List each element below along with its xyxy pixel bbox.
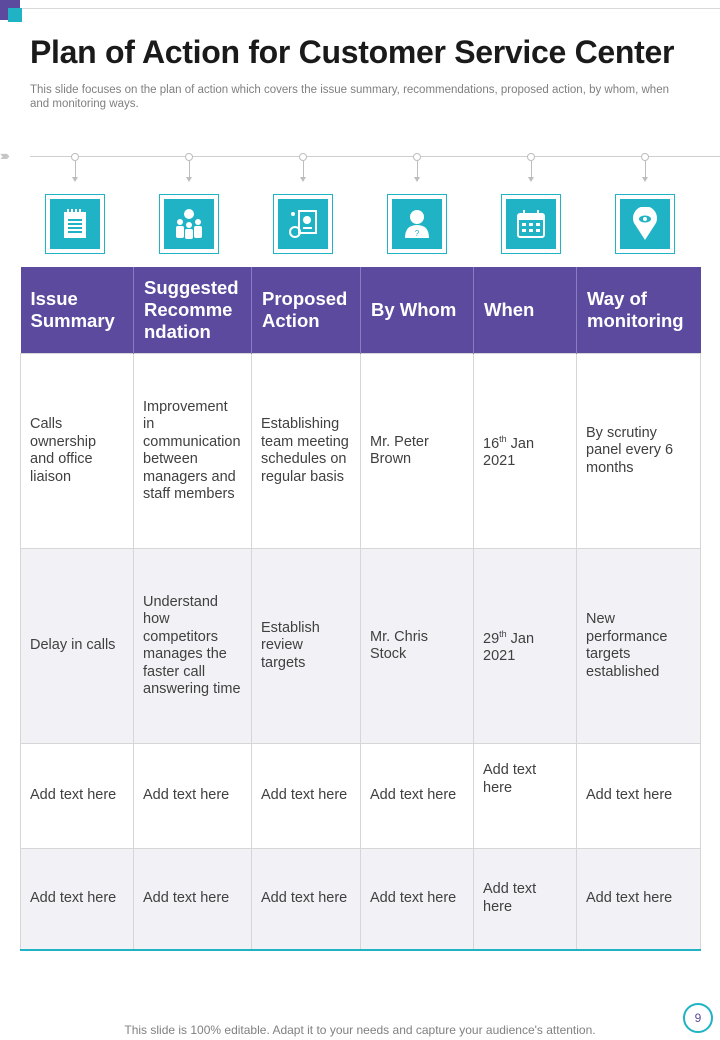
cell-issue: Calls ownership and office liaison xyxy=(21,354,134,549)
page-title: Plan of Action for Customer Service Center xyxy=(30,34,675,70)
table-row xyxy=(21,849,701,950)
cell-issue: Add text here xyxy=(21,744,134,849)
timeline-arrow xyxy=(414,177,420,182)
calendar-icon xyxy=(516,209,546,239)
location-pin-icon xyxy=(632,207,658,241)
cell-by-whom: Add text here xyxy=(361,744,474,849)
cell-monitoring: Add text here xyxy=(577,744,701,849)
table-row xyxy=(21,549,701,744)
timeline-node xyxy=(527,153,535,161)
cell-monitoring: Add text here xyxy=(577,849,701,950)
header-by-whom: By Whom xyxy=(361,267,474,354)
notepad-icon-box xyxy=(45,194,105,254)
when-suffix: th xyxy=(499,434,507,445)
svg-text:?: ? xyxy=(414,229,420,238)
certificate-gear-icon xyxy=(287,208,319,240)
header-issue-summary: Issue Summary xyxy=(21,267,134,354)
page-number-badge xyxy=(683,1003,713,1033)
timeline-node xyxy=(641,153,649,161)
page-subtitle: This slide focuses on the plan of action which covers the issue summary, recommendations, proposed action, by whom, when and monitoring ways. xyxy=(30,84,669,110)
person-question-icon xyxy=(403,208,431,240)
cell-recommendation: Improvement in communication between managers and staff members xyxy=(134,354,252,549)
cell-monitoring: New performance targets established xyxy=(577,549,701,744)
notepad-icon xyxy=(61,208,89,240)
timeline-node xyxy=(71,153,79,161)
cell-action: Add text here xyxy=(252,849,361,950)
certificate-icon-box xyxy=(273,194,333,254)
cell-when xyxy=(474,354,577,549)
cell-recommendation: Add text here xyxy=(134,744,252,849)
plan-table xyxy=(20,267,701,951)
header-suggested-recommendation: Suggested Recomme ndation xyxy=(134,267,252,354)
cell-recommendation: Add text here xyxy=(134,849,252,950)
chevrons-decoration: ››››› xyxy=(0,148,7,163)
cell-by-whom: Mr. Chris Stock xyxy=(361,549,474,744)
cell-recommendation: Understand how competitors manages the faster call answering time xyxy=(134,549,252,744)
table-header-row xyxy=(21,267,701,354)
location-icon-box xyxy=(615,194,675,254)
team-discussion-icon xyxy=(172,208,206,240)
table-row xyxy=(21,354,701,549)
cell-when xyxy=(474,549,577,744)
timeline-arrow xyxy=(642,177,648,182)
when-suffix: th xyxy=(499,629,507,640)
cell-action: Establishing team meeting schedules on regular basis xyxy=(252,354,361,549)
team-icon-box xyxy=(159,194,219,254)
timeline-node xyxy=(413,153,421,161)
cell-by-whom: Add text here xyxy=(361,849,474,950)
timeline-arrow xyxy=(72,177,78,182)
cell-by-whom: Mr. Peter Brown xyxy=(361,354,474,549)
corner-accent-teal xyxy=(8,8,22,22)
timeline-arrow xyxy=(528,177,534,182)
calendar-icon-box xyxy=(501,194,561,254)
cell-when: Add text here xyxy=(474,744,577,849)
cell-issue: Add text here xyxy=(21,849,134,950)
top-divider xyxy=(22,8,720,9)
timeline-line xyxy=(30,156,720,157)
header-proposed-action: Proposed Action xyxy=(252,267,361,354)
timeline-arrow xyxy=(186,177,192,182)
timeline-arrow xyxy=(300,177,306,182)
footer-note: This slide is 100% editable. Adapt it to your needs and capture your audience's attention. xyxy=(124,1023,596,1037)
when-day: 16 xyxy=(483,435,500,452)
header-when: When xyxy=(474,267,577,354)
cell-when: Add text here xyxy=(474,849,577,950)
when-rest: Jan 2021 xyxy=(483,630,535,665)
when-day: 29 xyxy=(483,630,500,647)
cell-action: Add text here xyxy=(252,744,361,849)
table-row xyxy=(21,744,701,849)
person-icon-box xyxy=(387,194,447,254)
header-way-of-monitoring: Way of monitoring xyxy=(577,267,701,354)
cell-issue: Delay in calls xyxy=(21,549,134,744)
page-number: 9 xyxy=(694,1011,702,1025)
when-rest: Jan 2021 xyxy=(483,435,535,470)
timeline-node xyxy=(299,153,307,161)
cell-monitoring: By scrutiny panel every 6 months xyxy=(577,354,701,549)
timeline-node xyxy=(185,153,193,161)
cell-action: Establish review targets xyxy=(252,549,361,744)
